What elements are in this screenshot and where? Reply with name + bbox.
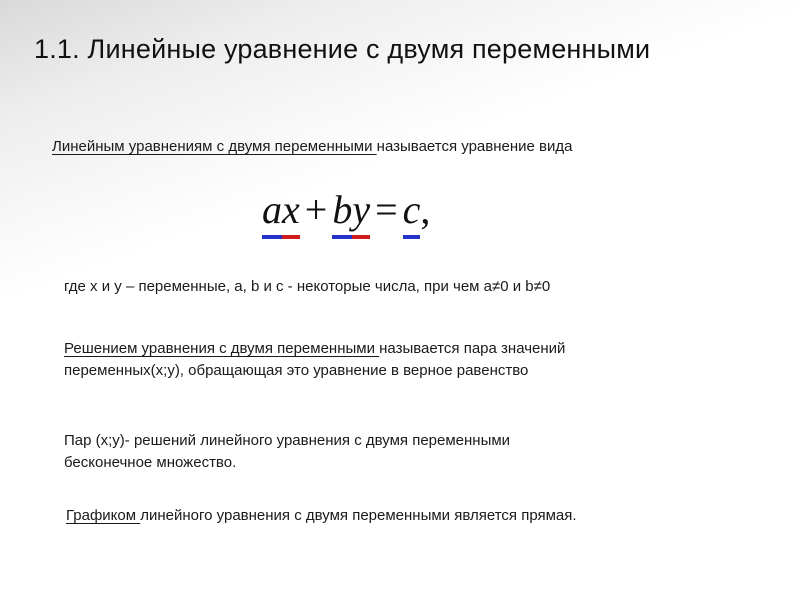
graph-statement	[66, 505, 746, 527]
underline-mark-blue	[262, 235, 282, 239]
slide-title: 1.1. Линейные уравнение с двумя переменными	[34, 34, 651, 64]
coef-b: b	[332, 186, 352, 233]
definition-solution	[64, 338, 724, 382]
underline-mark-red	[282, 235, 300, 239]
formula-comma: ,	[420, 187, 431, 232]
variables-explanation: где x и y – переменные, a, b и c - некоторые числа, при чем a≠0 и b≠0	[64, 278, 551, 295]
definition-solution-text: называется пара значений	[379, 340, 566, 357]
definition-term: Линейным уравнениям с двумя переменными	[52, 138, 377, 155]
definition-solution-line1	[64, 338, 724, 360]
graph-text: линейного уравнения с двумя переменными является прямая.	[140, 507, 577, 524]
underline-mark-blue	[332, 235, 352, 239]
coef-a: a	[262, 186, 282, 233]
var-x: x	[282, 186, 300, 233]
graph-term: Графиком	[66, 507, 141, 524]
solutions-line1: Пар (x;y)- решений линейного уравнения с двумя переменными	[64, 432, 511, 449]
equation-formula	[262, 186, 430, 242]
definition-text: называется уравнение вида	[376, 138, 573, 155]
solutions-count-statement	[64, 430, 704, 474]
underline-mark-red	[352, 235, 370, 239]
definition-solution-line2: переменных(x;y), обращающая это уравнение в верное равенство	[64, 362, 529, 379]
underline-mark-blue	[403, 235, 421, 239]
solutions-line2: бесконечное множество.	[64, 454, 237, 471]
const-c: c	[403, 186, 421, 233]
var-y: y	[352, 186, 370, 233]
definition-linear-equation	[52, 136, 752, 158]
plus-sign: +	[304, 187, 328, 232]
equals-sign: =	[375, 187, 398, 232]
definition-solution-term: Решением уравнения с двумя переменными	[64, 340, 380, 357]
